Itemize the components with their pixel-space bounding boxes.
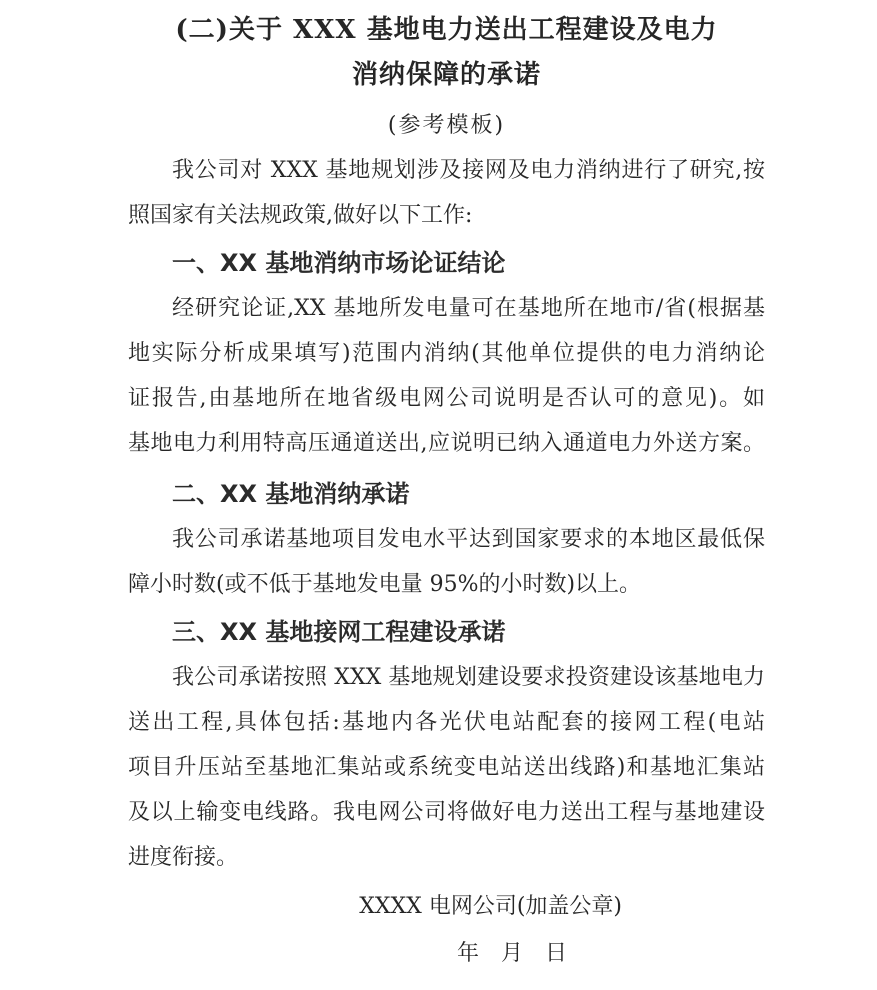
- section-1-body: [128, 286, 765, 466]
- date-line: 年 月 日: [456, 941, 567, 966]
- title-line-1: (二)关于 XXX 基地电力送出工程建设及电力: [175, 15, 718, 45]
- intro-paragraph: [128, 148, 765, 238]
- subtitle-reference-template: (参考模板): [387, 113, 506, 138]
- section-2-body: [128, 517, 765, 607]
- section-1-line-4: 基地电力利用特高压通道送出,应说明已纳入通道电力外送方案。: [128, 431, 765, 456]
- document-title: [128, 8, 765, 98]
- section-3-heading: 三、XX 基地接网工程建设承诺: [172, 618, 506, 646]
- section-2-line-2: 障小时数(或不低于基地发电量 95%的小时数)以上。: [128, 572, 642, 597]
- section-1-line-3: 证报告,由基地所在地省级电网公司说明是否认可的意见)。如: [128, 386, 766, 411]
- section-3-line-1: 我公司承诺按照 XXX 基地规划建设要求投资建设该基地电力: [172, 665, 765, 690]
- intro-line-2: 照国家有关法规政策,做好以下工作:: [128, 203, 473, 228]
- section-3-line-5: 进度衔接。: [128, 845, 239, 870]
- section-2-line-1: 我公司承诺基地项目发电水平达到国家要求的本地区最低保: [172, 527, 765, 552]
- section-3-line-4: 及以上输变电线路。我电网公司将做好电力送出工程与基地建设: [128, 800, 765, 825]
- signature-line: XXXX 电网公司(加盖公章): [359, 894, 622, 919]
- section-1-line-2: 地实际分析成果填写)范围内消纳(其他单位提供的电力消纳论: [128, 341, 765, 366]
- section-2-heading: 二、XX 基地消纳承诺: [172, 480, 410, 508]
- intro-line-1: 我公司对 XXX 基地规划涉及接网及电力消纳进行了研究,按: [172, 158, 765, 183]
- section-3-line-3: 项目升压站至基地汇集站或系统变电站送出线路)和基地汇集站: [128, 755, 765, 780]
- section-3-body: [128, 655, 765, 880]
- section-3-line-2: 送出工程,具体包括:基地内各光伏电站配套的接网工程(电站: [128, 710, 765, 735]
- section-1-heading: 一、XX 基地消纳市场论证结论: [172, 249, 506, 277]
- section-1-line-1: 经研究论证,XX 基地所发电量可在基地所在地市/省(根据基: [172, 296, 765, 321]
- title-line-2: 消纳保障的承诺: [351, 60, 541, 90]
